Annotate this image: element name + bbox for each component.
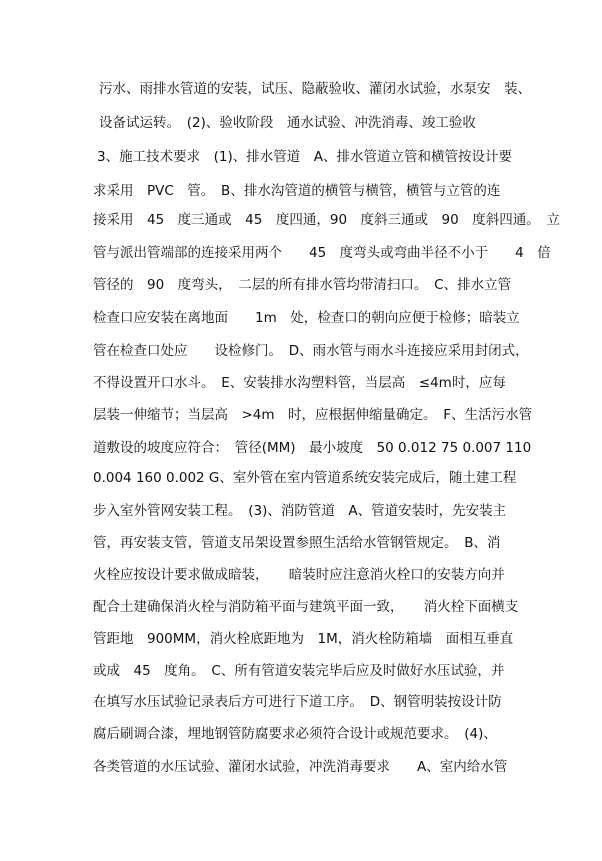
text-line: 3、施工技术要求 (1)、排水管道 A、排水管道立管和横管按设计要	[97, 149, 512, 165]
text-line: 步入室外管网安装工程。 (3)、消防管道 A、管道安装时，先安装主	[93, 503, 507, 519]
text-line: 检查口应安装在离地面 1m 处，检查口的朝向应便于检修；暗装立	[93, 310, 520, 326]
text-line: 接采用 45 度三通或 45 度四通，90 度斜三通或 90 度斜四通。 立	[93, 212, 560, 228]
text-line: 管径的 90 度弯头， 二层的所有排水管均带清扫口。 C、排水立管	[93, 277, 512, 293]
text-line: 管与派出管端部的连接采用两个 45 度弯头或弯曲半径不小于 4 倍	[93, 245, 551, 261]
text-line: 管，再安装支管，管道支吊架设置参照生活给水管钢管规定。 B、消	[93, 535, 501, 551]
text-line: 求采用 PVC 管。 B、排水沟管道的横管与横管，横管与立管的连	[93, 183, 501, 199]
text-line: 配合土建确保消火栓与消防箱平面与建筑平面一致， 消火栓下面横支	[93, 599, 519, 615]
text-line: 设备试运转。 (2)、验收阶段 通水试验、冲洗消毒、竣工验收	[99, 115, 476, 131]
text-line: 0.004 160 0.002 G、室外管在室内管道系统安装完成后，随土建工程	[93, 470, 517, 486]
text-line: 污水、雨排水管道的安装，试压、隐蔽验收、灌闭水试验，水泵安 装、	[99, 81, 531, 97]
text-line: 管距地 900MM，消火栓底距地为 1M，消火栓防箱墙 面相互垂直	[93, 631, 514, 647]
text-line: 道敷设的坡度应符合： 管径(MM) 最小坡度 50 0.012 75 0.007 110	[93, 440, 532, 456]
text-line: 层装一伸缩节；当层高 >4m 时，应根据伸缩量确定。 F、生活污水管	[93, 407, 533, 423]
text-line: 或成 45 度角。 C、所有管道安装完毕后应及时做好水压试验，并	[93, 663, 505, 679]
text-line: 腐后刷调合漆，埋地钢管防腐要求必须符合设计或规范要求。 (4)、	[93, 726, 497, 742]
text-line: 各类管道的水压试验、灌闭水试验，冲洗消毒要求 A、室内给水管	[93, 759, 508, 775]
text-line: 火栓应按设计要求做成暗装， 暗装时应注意消火栓口的安装方向并	[93, 567, 505, 583]
text-line: 不得设置开口水斗。 E、安装排水沟塑料管，当层高 ≤4m时，应每	[93, 375, 506, 391]
text-line: 在填写水压试验记录表后方可进行下道工序。 D、钢管明装按设计防	[93, 694, 502, 710]
text-line: 管在检查口处应 设检修门。 D、雨水管与雨水斗连接应采用封闭式，	[93, 343, 529, 359]
